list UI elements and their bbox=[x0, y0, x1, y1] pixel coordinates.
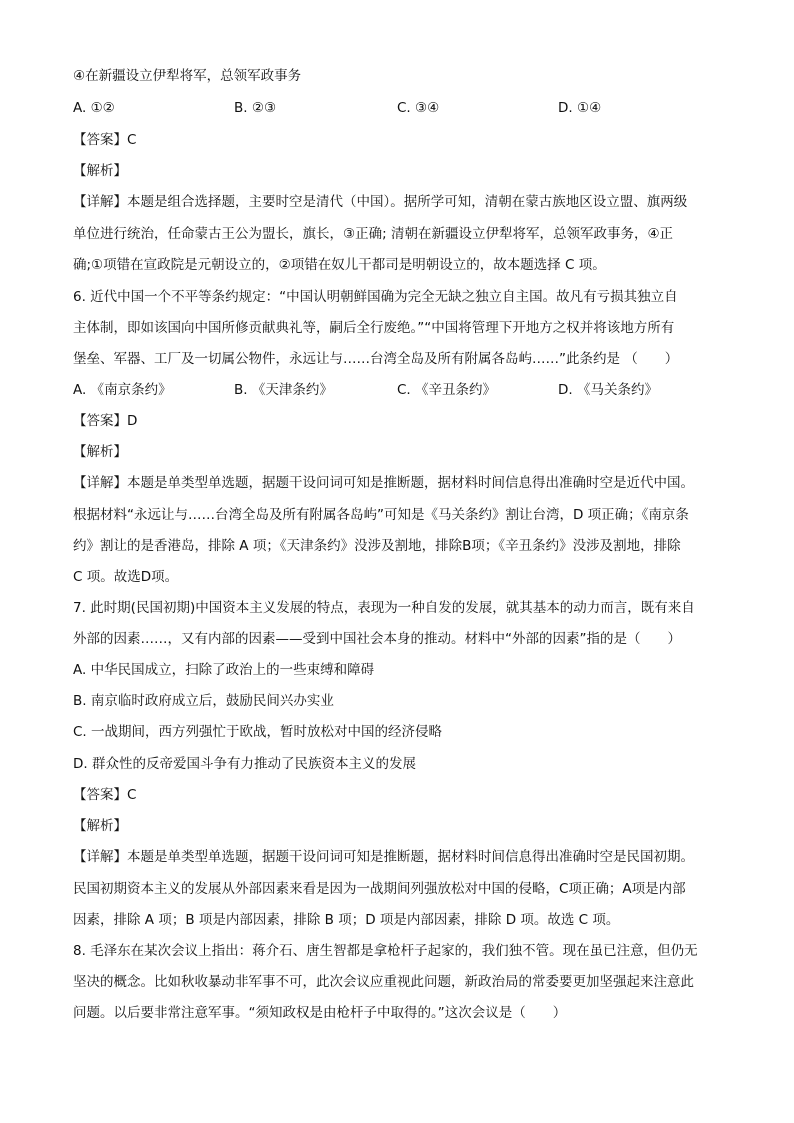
q6-option-d: D. 《马关条约》 bbox=[558, 382, 658, 398]
q7-option-a: A. 中华民国成立，扫除了政治上的一些束缚和障碍 bbox=[73, 662, 375, 678]
q7-answer: 【答案】C bbox=[73, 787, 137, 803]
q7-option-b: B. 南京临时政府成立后，鼓励民间兴办实业 bbox=[73, 693, 334, 709]
q5-answer: 【答案】C bbox=[73, 132, 137, 148]
q6-detail-line-3: 约》割让的是香港岛，排除 A 项；《天津条约》没涉及割地，排除B项；《辛丑条约》没涉及割地，排除 bbox=[73, 538, 681, 554]
q7-analysis-label: 【解析】 bbox=[73, 818, 127, 834]
q5-option-b: B. ②③ bbox=[234, 100, 277, 116]
q6-stem-line-3: 堡垒、军器、工厂及一切属公物件，永远让与……台湾全岛及所有附属各岛屿……”此条约是 （ ） bbox=[73, 351, 679, 367]
q8-stem-line-3: 问题。以后要非常注意军事。“须知政权是由枪杆子中取得的。”这次会议是（ ） bbox=[73, 1005, 567, 1021]
q5-detail-line-2: 单位进行统治，任命蒙古王公为盟长，旗长，③正确; 清朝在新疆设立伊犁将军，总领军政事务，④正 bbox=[73, 226, 674, 242]
q6-detail-line-4: C 项。故选D项。 bbox=[73, 569, 179, 585]
q5-option-a: A. ①② bbox=[73, 100, 115, 116]
q7-stem-line-2: 外部的因素……，又有内部的因素——受到中国社会本身的推动。材料中“外部的因素”指的是（ ） bbox=[73, 631, 681, 647]
q6-answer: 【答案】D bbox=[73, 413, 138, 429]
q5-option-c: C. ③④ bbox=[397, 100, 440, 116]
q8-stem-line-2: 坚决的概念。比如秋收暴动非军事不可，此次会议应重视此问题，新政治局的常委要更加坚强起来注意此 bbox=[73, 974, 694, 990]
q6-detail-line-2: 根据材料“永远让与……台湾全岛及所有附属各岛屿”可知是《马关条约》割让台湾，D 项正确；《南京条 bbox=[73, 507, 689, 523]
q6-stem-line-1: 6. 近代中国一个不平等条约规定：“中国认明朝鲜国确为完全无缺之独立自主国。故凡有亏损其独立自 bbox=[73, 289, 678, 305]
q6-stem-line-2: 主体制，即如该国向中国所修贡献典礼等，嗣后全行废绝。”“中国将管理下开地方之权并将该地方所有 bbox=[73, 320, 675, 336]
q7-detail-line-1: 【详解】本题是单类型单选题，据题干设问词可知是推断题，据材料时间信息得出准确时空是民国初期。 bbox=[73, 849, 694, 865]
q5-detail-line-3: 确;①项错在宣政院是元朝设立的，②项错在奴儿干都司是明朝设立的，故本题选择 C 项。 bbox=[73, 257, 606, 273]
q5-analysis-label: 【解析】 bbox=[73, 163, 127, 179]
q6-analysis-label: 【解析】 bbox=[73, 444, 127, 460]
q7-option-d: D. 群众性的反帝爱国斗争有力推动了民族资本主义的发展 bbox=[73, 756, 416, 772]
q6-option-b: B. 《天津条约》 bbox=[234, 382, 333, 398]
q5-item-4: ④在新疆设立伊犁将军，总领军政事务 bbox=[73, 68, 302, 84]
q5-option-d: D. ①④ bbox=[558, 100, 602, 116]
q6-option-c: C. 《辛丑条约》 bbox=[397, 382, 497, 398]
q6-detail-line-1: 【详解】本题是单类型单选题，据题干设问词可知是推断题，据材料时间信息得出准确时空是近代中国。 bbox=[73, 475, 694, 491]
q6-option-a: A. 《南京条约》 bbox=[73, 382, 172, 398]
q7-detail-line-2: 民国初期资本主义的发展从外部因素来看是因为一战期间列强放松对中国的侵略，C项正确；A项是内部 bbox=[73, 881, 686, 897]
q7-stem-line-1: 7. 此时期(民国初期)中国资本主义发展的特点，表现为一种自发的发展，就其基本的动力而言，既有来自 bbox=[73, 600, 695, 616]
q5-detail-line-1: 【详解】本题是组合选择题，主要时空是清代（中国）。据所学可知，清朝在蒙古族地区设立盟、旗两级 bbox=[73, 194, 688, 210]
q8-stem-line-1: 8. 毛泽东在某次会议上指出：蒋介石、唐生智都是拿枪杆子起家的，我们独不管。现在虽已注意，但仍无 bbox=[73, 943, 698, 959]
q7-detail-line-3: 因素，排除 A 项；B 项是内部因素，排除 B 项；D 项是内部因素，排除 D 项。故选 C 项。 bbox=[73, 912, 620, 928]
q7-option-c: C. 一战期间，西方列强忙于欧战，暂时放松对中国的经济侵略 bbox=[73, 724, 443, 740]
